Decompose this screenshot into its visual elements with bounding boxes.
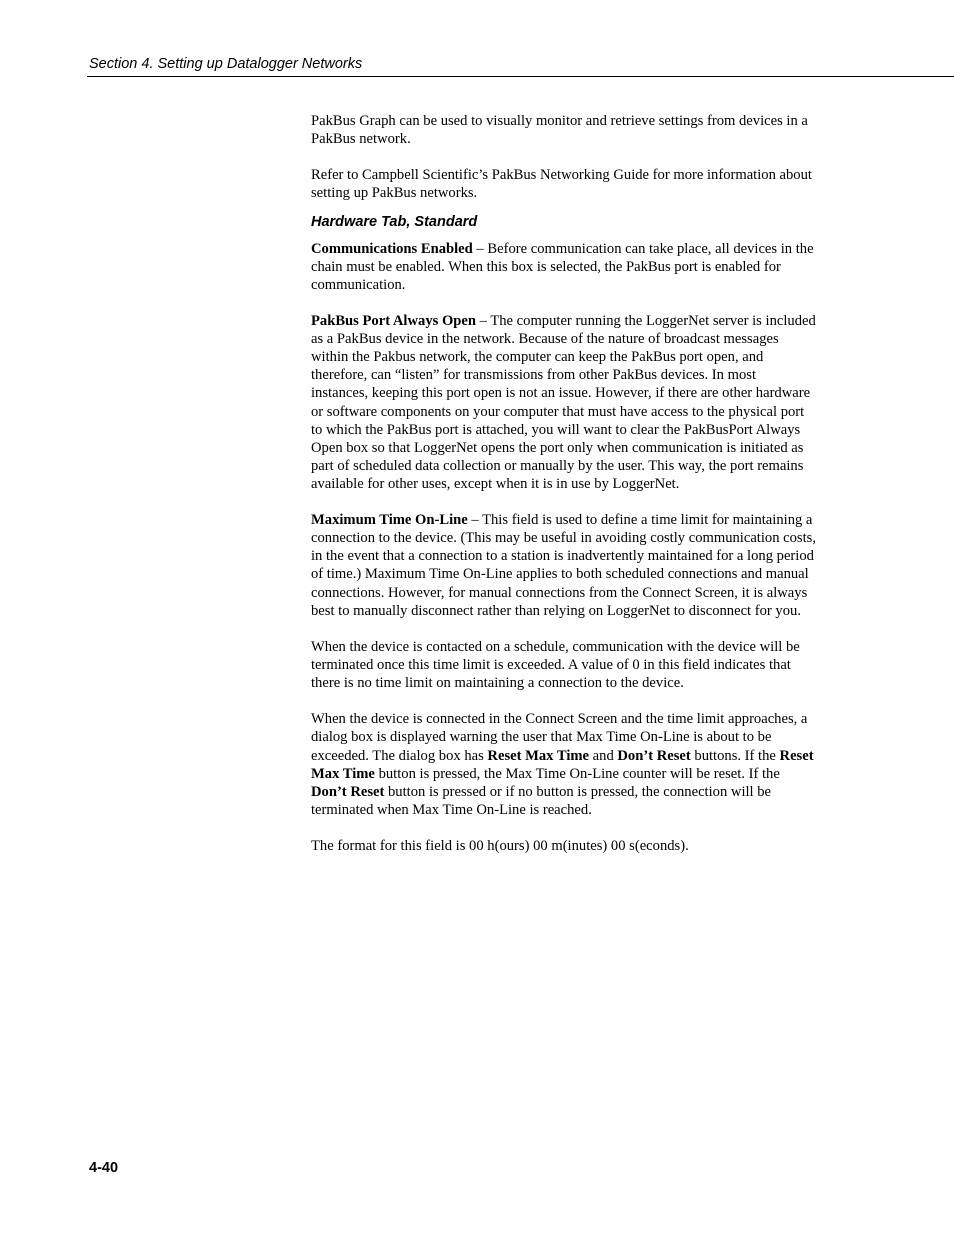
reset-max-time-term: Reset Max Time [487,747,590,764]
connect-text-1: When the device is connected in the Connect Screen and the time limit approaches, a dialog box is displayed warning the user that Max Time On-Line is about to be exceeded. The dialog box has [311,711,808,764]
communications-enabled-term: Communications Enabled [311,240,473,257]
port-always-open-term: PakBus Port Always Open [311,313,477,330]
communications-enabled-text: – Before communication can take place, all devices in the chain must be enabled. When this box is selected, the PakBus port is enabled for communication. [311,240,814,293]
communications-enabled-paragraph [311,240,816,294]
running-header: Section 4. Setting up Datalogger Networks [89,56,363,72]
header-rule [87,76,954,77]
connect-text-2: and [589,747,618,764]
max-time-online-text: – This field is used to define a time limit for maintaining a connection to the device. (This may be useful in avoiding costly communication costs, in the event that a connection to a station is inadvertently maintained for a long period of time.) Maximum Time On-Line applies to both scheduled connections and manual connections. However, for manual connections from the Connect Screen, it is always best to manually disconnect rather than relying on LoggerNet to disconnect for you. [311,512,816,619]
page-number: 4-40 [89,1160,119,1176]
format-paragraph: The format for this field is 00 h(ours) 00 m(inutes) 00 s(econds). [311,838,689,855]
reset-max-time-term-2: Reset Max Time [311,747,814,782]
connect-text-3: buttons. If the [690,747,780,764]
port-always-open-text: – The computer running the LoggerNet server is included as a PakBus device in the network. Because of the nature of broadcast messages within the Pakbus network, the computer can keep the PakBus port open, and therefore, can “listen” for transmissions from other PakBus devices. In most instances, keeping this port open is not an issue. However, if there are other hardware or software components on your computer that must have access to the physical port to which the PakBus port is attached, you will want to clear the PakBusPort Always Open box so that LoggerNet opens the port only when communication is initiated as part of scheduled data collection or manually by the user. This way, the port remains available for other uses, except when it is in use by LoggerNet. [311,313,816,492]
intro-paragraph-1: PakBus Graph can be used to visually monitor and retrieve settings from devices in a PakBus network. [311,113,808,148]
dont-reset-term-2: Don’t Reset [311,783,385,800]
max-time-online-term: Maximum Time On-Line [311,512,468,529]
dont-reset-term: Don’t Reset [617,747,691,764]
intro-paragraph-2: Refer to Campbell Scientific’s PakBus Networking Guide for more information about setting up PakBus networks. [311,167,812,202]
body-column [311,112,816,873]
section-subheading: Hardware Tab, Standard [311,213,478,230]
connect-screen-paragraph [311,710,816,819]
connect-text-4: button is pressed, the Max Time On-Line counter will be reset. If the [374,765,780,782]
schedule-paragraph: When the device is contacted on a schedule, communication with the device will be terminated once this time limit is exceeded. A value of 0 in this field indicates that there is no time limit on maintaining a connection to the device. [311,638,800,692]
port-always-open-paragraph [311,312,816,493]
connect-text-5: button is pressed or if no button is pressed, the connection will be terminated when Max Time On-Line is reached. [311,783,772,818]
max-time-online-paragraph [311,511,816,620]
